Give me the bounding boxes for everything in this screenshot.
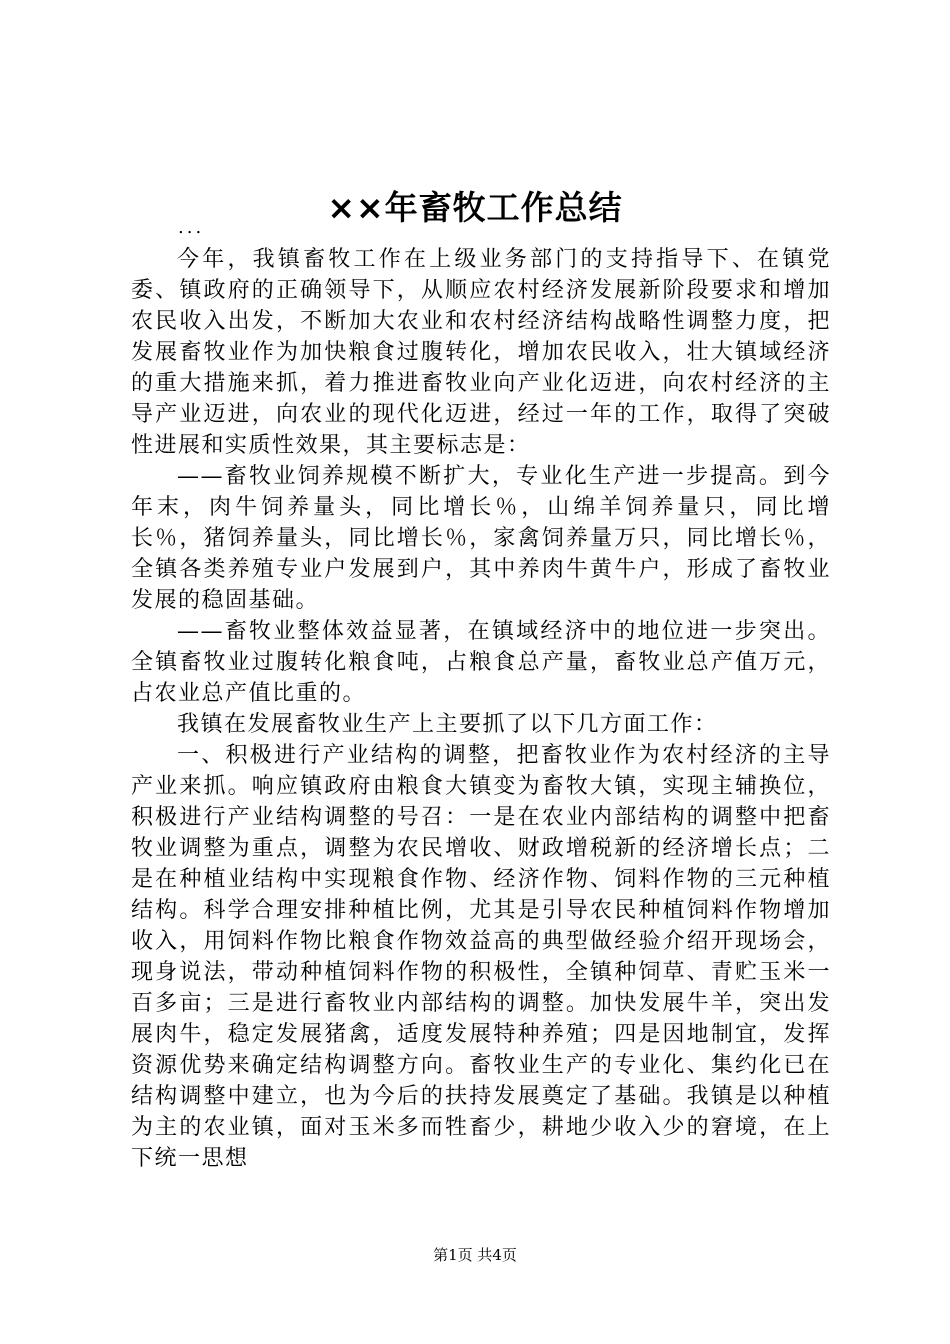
ellipsis-marker: ... — [178, 217, 205, 238]
paragraph-benefit: ——畜牧业整体效益显著，在镇域经济中的地位进一步突出。全镇畜牧业过腹转化粮食吨，占粮食总产量，畜牧业总产值万元，占农业总产值比重的。 — [131, 619, 831, 706]
paragraph-scale: ——畜牧业饲养规模不断扩大，专业化生产进一步提高。到今年末，肉牛饲养量头，同比增长％，山绵羊饲养量只，同比增长％，猪饲养量头，同比增长％，家禽饲养量万只，同比增长％，全镇各类养殖专业户发展到户，其中养肉牛黄牛户，形成了畜牧业发展的稳固基础。 — [131, 464, 831, 613]
document-title: ××年畜牧工作总结 — [327, 188, 623, 227]
paragraph-intro: 今年，我镇畜牧工作在上级业务部门的支持指导下、在镇党委、镇政府的正确领导下，从顺应农村经济发展新阶段要求和增加农民收入出发，不断加大农业和农村经济结构战略性调整力度，把发展畜牧业作为加快粮食过腹转化，增加农民收入，壮大镇域经济的重大措施来抓，着力推进畜牧业向产业化迈进，向农村经济的主导产业迈进，向农业的现代化迈进，经过一年的工作，取得了突破性进展和实质性效果，其主要标志是： — [131, 247, 831, 458]
paragraph-work-intro: 我镇在发展畜牧业生产上主要抓了以下几方面工作： — [177, 712, 718, 737]
document-body — [131, 244, 831, 1174]
paragraph-structure-adjustment: 一、积极进行产业结构的调整，把畜牧业作为农村经济的主导产业来抓。响应镇政府由粮食大镇变为畜牧大镇，实现主辅换位，积极进行产业结构调整的号召：一是在农业内部结构的调整中把畜牧业调整为重点，调整为农民增收、财政增税新的经济增长点；二是在种植业结构中实现粮食作物、经济作物、饲料作物的三元种植结构。科学合理安排种植比例，尤其是引导农民种植饲料作物增加收入，用饲料作物比粮食作物效益高的典型做经验介绍开现场会，现身说法，带动种植饲料作物的积极性，全镇种饲草、青贮玉米一百多亩；三是进行畜牧业内部结构的调整。加快发展牛羊，突出发展肉牛，稳定发展猪禽，适度发展特种养殖；四是因地制宜，发挥资源优势来确定结构调整方向。畜牧业生产的专业化、集约化已在结构调整中建立，也为今后的扶持发展奠定了基础。我镇是以种植为主的农业镇，面对玉米多而牲畜少，耕地少收入少的窘境，在上下统一思想 — [131, 743, 831, 1171]
page-number-footer: 第1页 共4页 — [433, 1246, 517, 1264]
